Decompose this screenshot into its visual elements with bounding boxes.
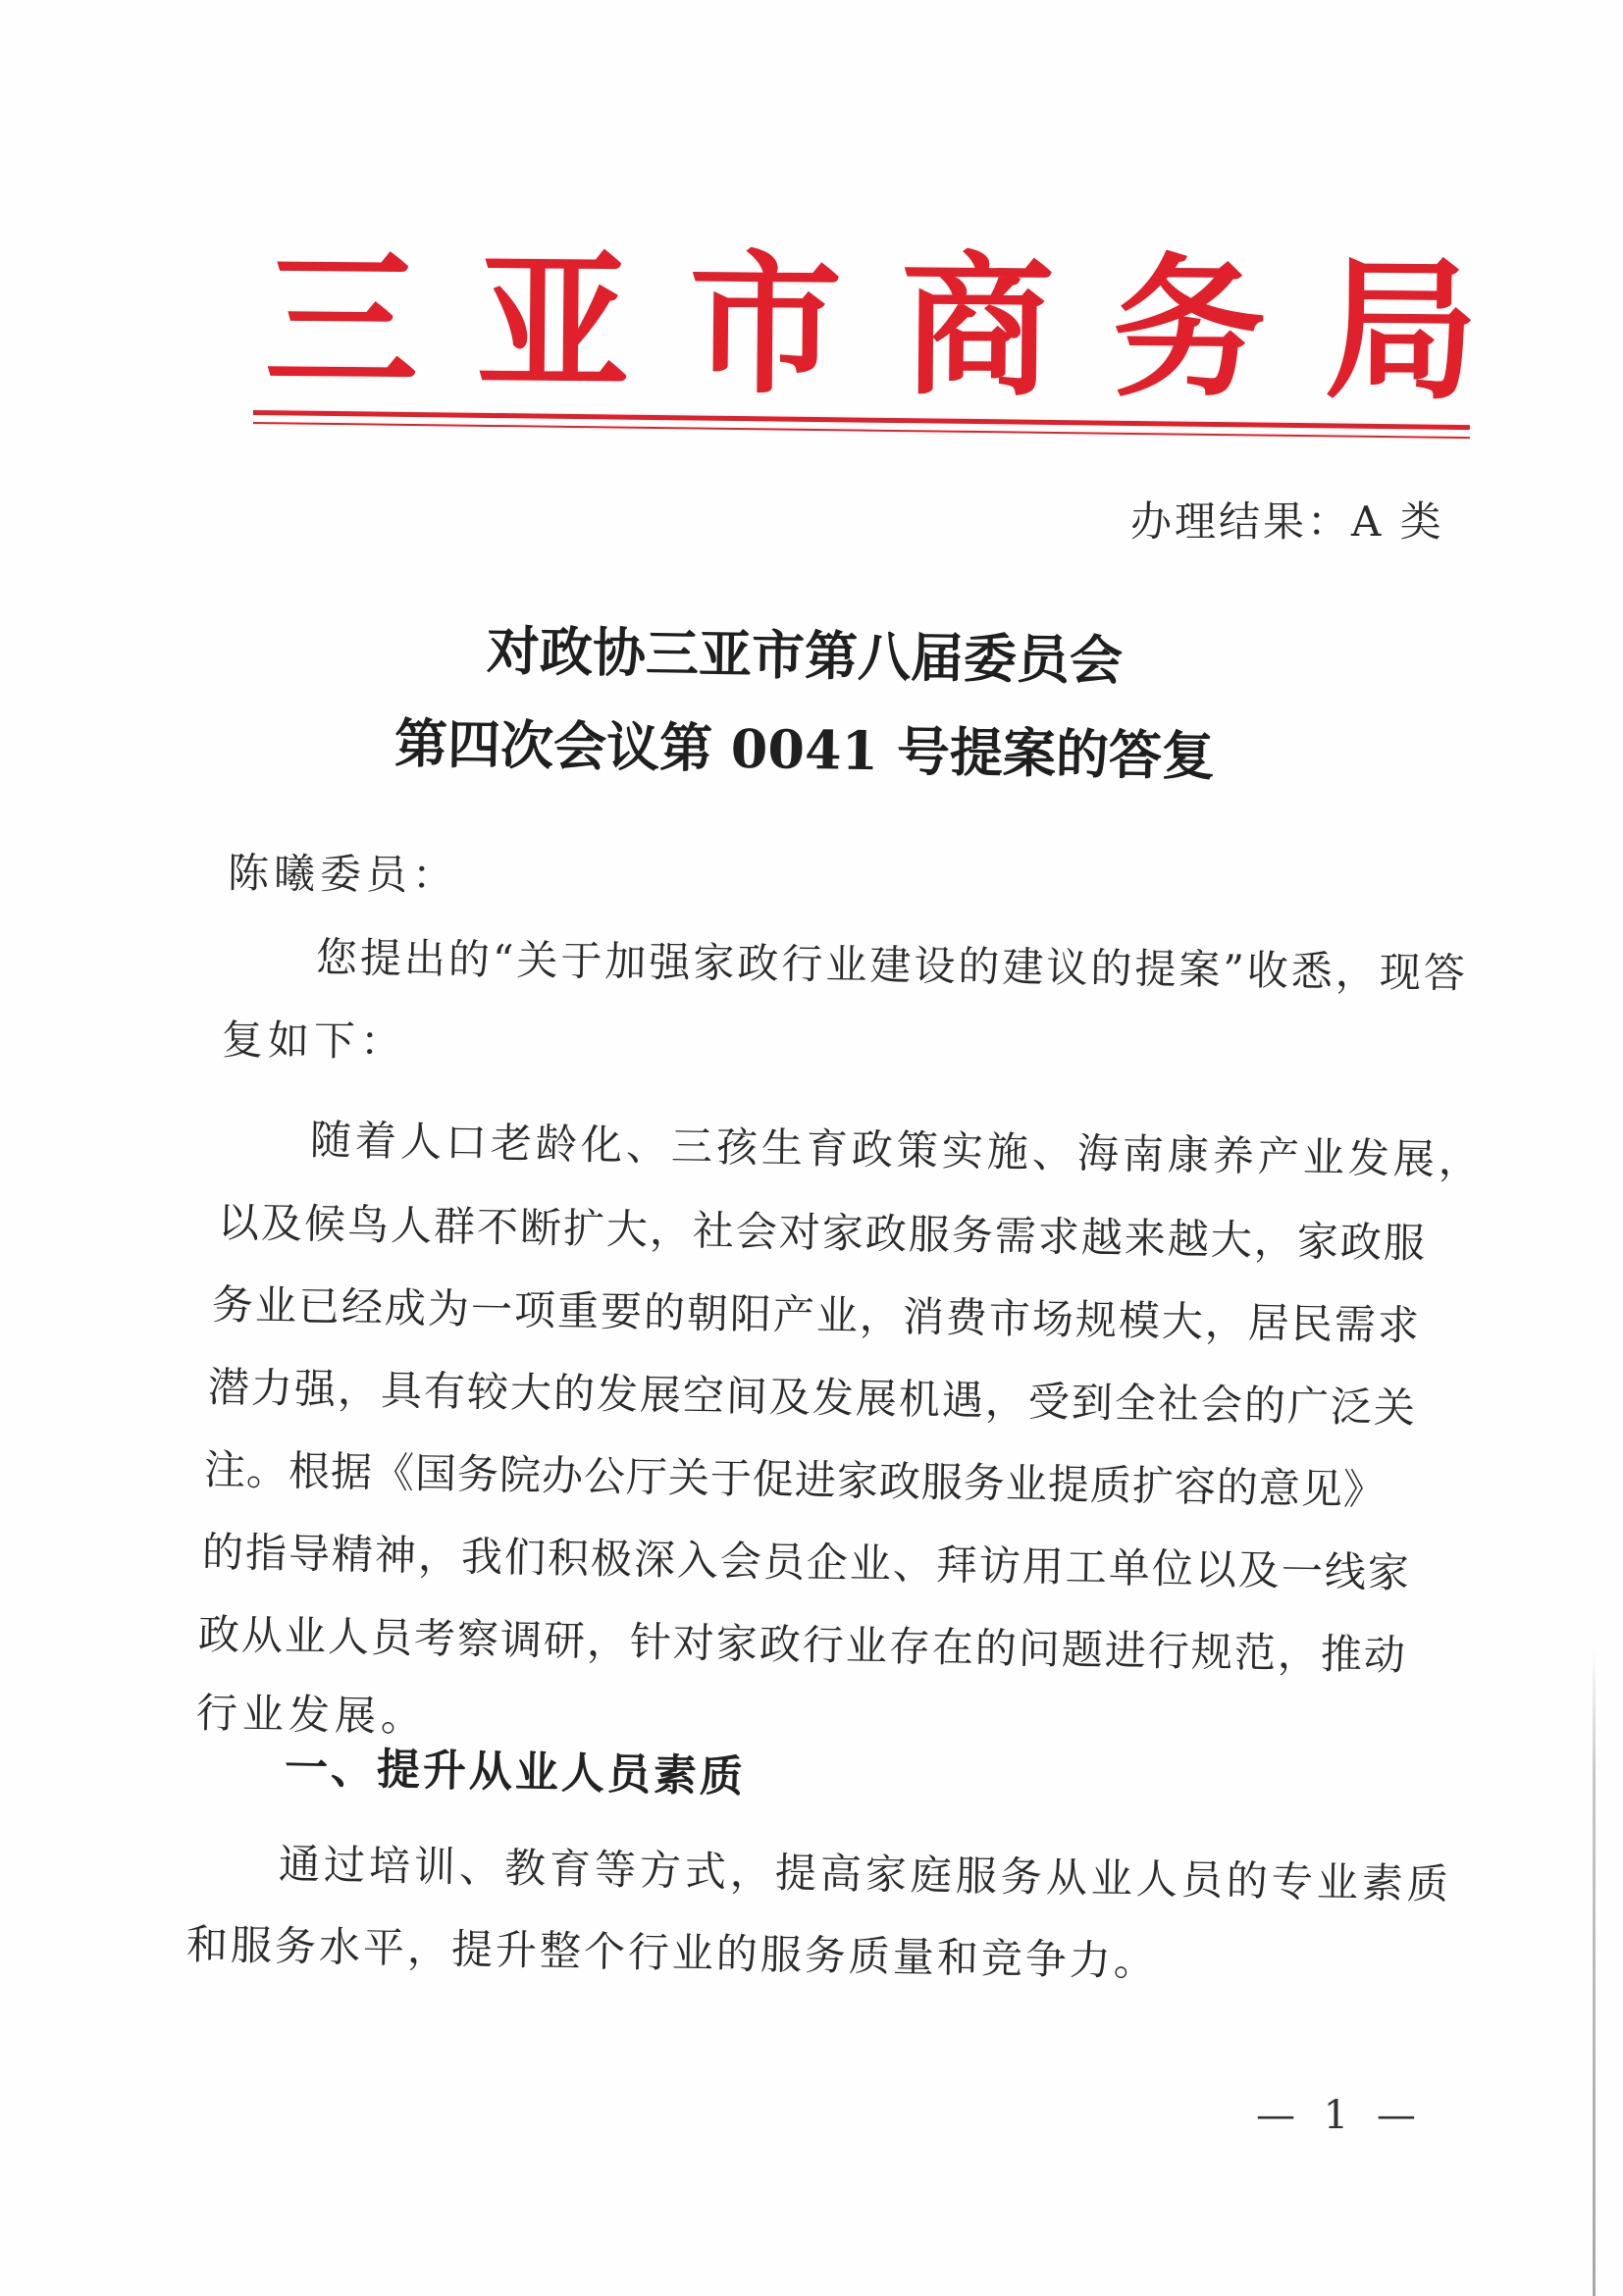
body-line: 注。根据《国务院办公厅关于促进家政服务业提质扩容的意见》 — [203, 1445, 1387, 1515]
section-body-line: 通过培训、教育等方式，提高家庭服务从业人员的专业素质 — [278, 1840, 1453, 1908]
body-line: 随着人口老龄化、三孩生育政策实施、海南康养产业发展， — [309, 1116, 1485, 1184]
document-title-line-2: 第四次会议第 0041 号提案的答复 — [393, 711, 1216, 788]
body-line: 政从业人员考察调研，针对家政行业存在的问题进行规范，推动 — [197, 1610, 1408, 1680]
document-title-line-1: 对政协三亚市第八届委员会 — [486, 618, 1124, 693]
body-line: 的指导精神，我们积极深入会员企业、拜访用工单位以及一线家 — [201, 1528, 1412, 1597]
page-number: — 1 — — [1256, 2093, 1424, 2138]
scan-edge-line — [1593, 1648, 1596, 2296]
body-line: 潜力强，具有较大的发展空间及发展机遇，受到全社会的广泛关 — [207, 1363, 1418, 1433]
intro-line: 您提出的“关于加强家政行业建设的建议的提案”收悉，现答 — [315, 933, 1469, 998]
section-body-line: 和服务水平，提升整个行业的服务质量和竞争力。 — [185, 1920, 1159, 1986]
body-line: 行业发展。 — [195, 1689, 428, 1742]
handling-result-label: 办理结果：A 类 — [1130, 497, 1444, 546]
section-heading: 一、提升从业人员素质 — [284, 1743, 747, 1802]
salutation: 陈曦委员： — [227, 849, 459, 900]
letterhead-org-name: 三亚市商务局 — [264, 231, 1538, 422]
intro-line: 复如下： — [221, 1016, 407, 1066]
body-line: 以及候鸟人群不断扩大，社会对家政服务需求越来越大，家政服 — [217, 1198, 1428, 1268]
body-line: 务业已经成为一项重要的朝阳产业，消费市场规模大，居民需求 — [211, 1280, 1422, 1350]
